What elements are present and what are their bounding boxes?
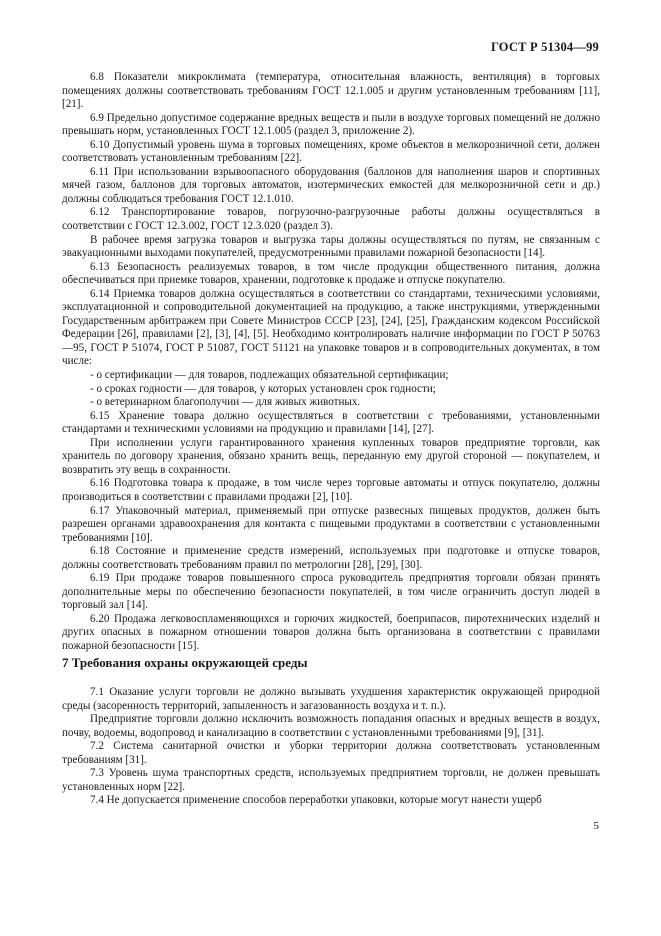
paragraph-6-11: 6.11 При использовании взрывоопасного оборудования (баллонов для наполнения шаров и спортивных мячей газом, баллонов для торговых автоматов, изотермических емкостей для мелкорозничной сети и др.) должны соблюдаться требования ГОСТ 12.1.010.: [62, 165, 600, 205]
paragraph-6-13: 6.13 Безопасность реализуемых товаров, в том числе продукции общественного питания, должна обеспечиваться при приемке товаров, хранении, подготовке к продаже и отпуске покупателю.: [62, 260, 600, 287]
paragraph-6-15: 6.15 Хранение товара должно осуществляться в соответствии с требованиями, установленными стандартами и техническими условиями на продукцию и правилами [14], [27].: [62, 409, 600, 436]
paragraph-6-16: 6.16 Подготовка товара к продаже, в том числе через торговые автоматы и отпуск покупателю, должны производиться в соответствии с правилами продажи [2], [10].: [62, 477, 600, 503]
paragraph-6-18: 6.18 Состояние и применение средств измерений, используемых при подготовке и отпуске товаров, должны соответствовать требованиям правил по метрологии [28], [29], [30].: [62, 545, 600, 571]
paragraph-6-17: 6.17 Упаковочный материал, применяемый при отпуске развесных пищевых продуктов, должен быть разрешен органами здравоохранения для контакта с пищевыми продуктами в соответствии с установленными требованиями [10].: [62, 504, 600, 544]
paragraph-6-15-cont: При исполнении услуги гарантированного хранения купленных товаров предприятие торговли, как хранитель по договору хранения, обязано хранить вещь, переданную ему другой стороной — покупателем, и возвратить эту вещь в сохранности.: [62, 436, 600, 476]
paragraph-6-14: 6.14 Приемка товаров должна осуществляться в соответствии со стандартами, техническими условиями, эксплуатационной и сопроводительной документацией на продукцию, а также инструкциями, утвержденными Государственным арбитражем при Совете Министров СССР [23], [24], [25], Гражданским кодексом Российской Федерации [26], правилами [2], [3], [4], [5]. Необходимо контролировать наличие информации по ГОСТ Р 50763—95, ГОСТ Р 51074, ГОСТ Р 51087, ГОСТ 51121 на упаковке товаров и в сопроводительных документах, в том числе:: [62, 287, 600, 368]
paragraph-7-1-cont: Предприятие торговли должно исключить возможность попадания опасных и вредных веществ в воздух, почву, водоемы, водопровод и канализацию в соответствии с установленными требованиями [9], [31].: [62, 713, 600, 739]
paragraph-7-2: 7.2 Система санитарной очистки и уборки территории должна соответствовать установленным требованиям [31].: [62, 740, 600, 766]
paragraph-6-8: 6.8 Показатели микроклимата (температура, относительная влажность, вентиляция) в торговых помещениях должны соответствовать требованиям ГОСТ 12.1.005 и другим установленным требованиям [11], [21].: [62, 71, 600, 111]
paragraph-6-12: 6.12 Транспортирование товаров, погрузочно-разгрузочные работы должны осуществляться в соответствии с ГОСТ 12.3.002, ГОСТ 12.3.020 (раздел 3).: [62, 206, 600, 233]
paragraph-6-10: 6.10 Допустимый уровень шума в торговых помещениях, кроме объектов в мелкорозничной сети, должен соответствовать установленным требованиям [22].: [62, 138, 600, 165]
section-7-body: [62, 686, 600, 808]
page-number: 5: [593, 820, 599, 832]
paragraph-6-12-cont: В рабочее время загрузка товаров и выгрузка тары должны осуществляться по путям, не связанным с эвакуационными выходами покупателей, предусмотренными правилами пожарной безопасности [14].: [62, 233, 600, 260]
standard-code-header: ГОСТ Р 51304—99: [490, 40, 599, 54]
section-6-body: [62, 71, 600, 654]
paragraph-7-1: 7.1 Оказание услуги торговли не должно вызывать ухудшения характеристик окружающей природной среды (засоренность территорий, запыленность и загазованность воздуха и т. п.).: [62, 686, 600, 712]
section-7-heading: 7 Требования охраны окружающей среды: [62, 655, 308, 670]
paragraph-6-9: 6.9 Предельно допустимое содержание вредных веществ и пыли в воздухе торговых помещений не должно превышать норм, установленных ГОСТ 12.1.005 (раздел 3, приложение 2).: [62, 111, 600, 138]
paragraph-6-19: 6.19 При продаже товаров повышенного спроса руководитель предприятия торговли обязан принять дополнительные меры по обеспечению безопасности покупателей, в том числе ограничить доступ людей в торговый зал [14].: [62, 572, 600, 612]
list-item-certification: - о сертификации — для товаров, подлежащих обязательной сертификации;: [90, 369, 449, 382]
list-item-expiry: - о сроках годности — для товаров, у которых установлен срок годности;: [90, 382, 436, 395]
paragraph-6-20: 6.20 Продажа легковоспламеняющихся и горючих жидкостей, боеприпасов, пиротехнических изделий и других опасных в пожарном отношении товаров должна быть организована в соответствии с правилами пожарной безопасности [15].: [62, 612, 600, 652]
paragraph-7-3: 7.3 Уровень шума транспортных средств, используемых предприятием торговли, не должен превышать установленных норм [22].: [62, 767, 600, 793]
paragraph-7-4: 7.4 Не допускается применение способов переработки упаковки, которые могут нанести ущерб: [90, 794, 542, 807]
list-item-veterinary: - о ветеринарном благополучии — для живых животных.: [90, 396, 361, 409]
